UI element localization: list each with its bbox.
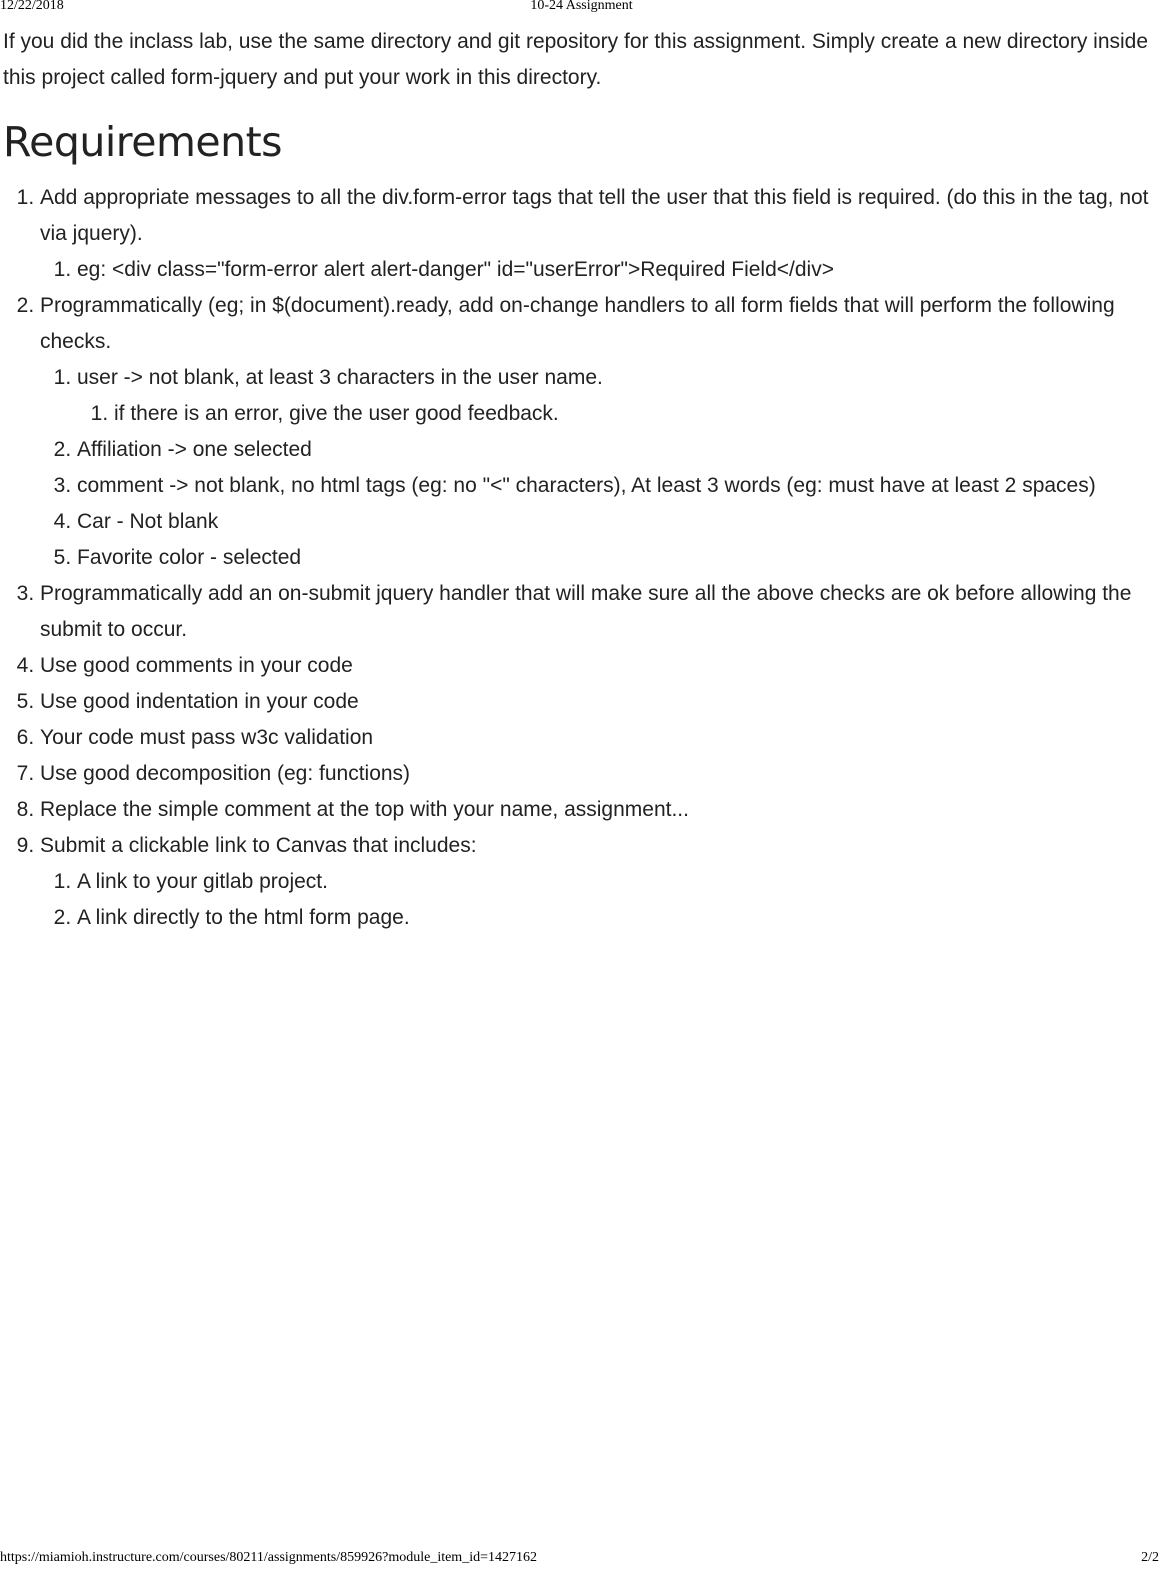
- list-item-text: eg: <div class="form-error alert alert-danger" id="userError">Required Field</div>: [77, 258, 834, 281]
- list-item-text: Favorite color - selected: [77, 546, 302, 569]
- list-item-text: Affiliation -> one selected: [77, 438, 312, 461]
- sub-list: [40, 360, 1159, 576]
- requirements-list: [3, 180, 1159, 936]
- list-item: [40, 828, 1159, 936]
- sub-list: [40, 252, 1159, 288]
- list-item: [40, 720, 1159, 756]
- list-item-text: Add appropriate messages to all the div.form-error tags that tell the user that this field is required. (do this in the tag, not via jquery).: [40, 186, 1149, 245]
- list-item: [40, 648, 1159, 684]
- list-item-text: A link to your gitlab project.: [77, 870, 328, 893]
- list-item-text: Use good indentation in your code: [40, 690, 359, 713]
- sub-list: [40, 864, 1159, 936]
- requirements-heading: Requirements: [3, 118, 283, 166]
- list-item: [77, 432, 1159, 468]
- list-item-text: user -> not blank, at least 3 characters in the user name.: [77, 366, 603, 389]
- list-item-text: A link directly to the html form page.: [77, 906, 410, 929]
- list-item: [77, 540, 1159, 576]
- list-item: [40, 756, 1159, 792]
- list-item: [40, 288, 1159, 576]
- list-item-text: Programmatically (eg; in $(document).ready, add on-change handlers to all form fields that will perform the following checks.: [40, 294, 1115, 353]
- print-title: 10-24 Assignment: [530, 0, 633, 13]
- list-item: [77, 252, 1159, 288]
- list-item-text: Your code must pass w3c validation: [40, 726, 374, 749]
- list-item: [77, 504, 1159, 540]
- list-item-text: Submit a clickable link to Canvas that includes:: [40, 834, 477, 857]
- assignment-content: [3, 24, 1159, 936]
- list-item-text: Car - Not blank: [77, 510, 219, 533]
- print-url: https://miamioh.instructure.com/courses/80211/assignments/859926?module_item_id=1427162: [0, 1550, 537, 1565]
- list-item-text: Replace the simple comment at the top with your name, assignment...: [40, 798, 689, 821]
- list-item: [77, 900, 1159, 936]
- list-item: [77, 864, 1159, 900]
- print-date: 12/22/2018: [0, 0, 64, 13]
- list-item-text: Programmatically add an on-submit jquery handler that will make sure all the above checks are ok before allowing the submit to occur.: [40, 582, 1132, 641]
- sub-sub-list: [77, 396, 1159, 432]
- list-item: [77, 360, 1159, 432]
- list-item-text: Use good decomposition (eg: functions): [40, 762, 411, 785]
- list-item-text: comment -> not blank, no html tags (eg: no "<" characters), At least 3 words (eg: must have at least 2 spaces): [77, 474, 1096, 497]
- intro-paragraph: If you did the inclass lab, use the same directory and git repository for this assignment. Simply create a new directory inside this project called form-jquery and put your work in this directory.: [3, 30, 1149, 89]
- list-item: [114, 396, 1159, 432]
- list-item: [77, 468, 1159, 504]
- list-item: [40, 576, 1159, 648]
- list-item-text: Use good comments in your code: [40, 654, 353, 677]
- print-footer: [0, 1549, 1163, 1567]
- list-item: [40, 180, 1159, 288]
- page-number: 2/2: [1141, 1550, 1159, 1565]
- list-item: [40, 792, 1159, 828]
- list-item-text: if there is an error, give the user good feedback.: [114, 402, 559, 425]
- print-header: [0, 0, 1163, 15]
- list-item: [40, 684, 1159, 720]
